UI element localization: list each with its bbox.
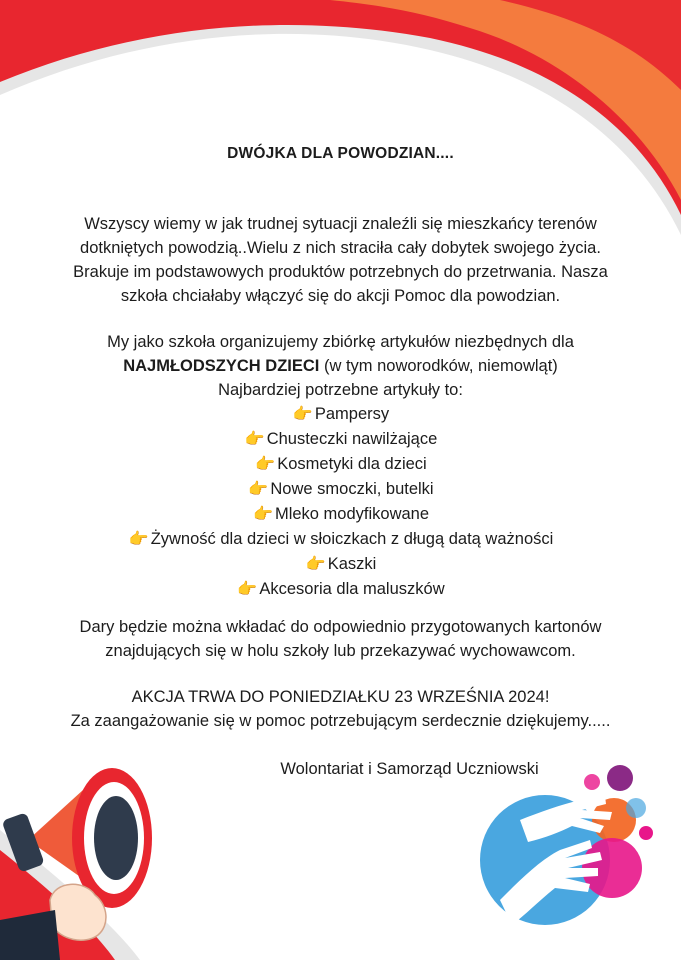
list-item: 👉 Mleko modyfikowane	[20, 502, 661, 527]
intro-paragraph	[20, 212, 661, 308]
list-item: 👉 Żywność dla dzieci w słoiczkach z długą datą ważności	[20, 527, 661, 552]
list-item: 👉 Kosmetyki dla dzieci	[20, 452, 661, 477]
donation-paragraph	[20, 615, 661, 663]
pointing-hand-icon: 👉	[244, 431, 265, 448]
pointing-hand-icon: 👉	[252, 506, 273, 523]
list-item: 👉 Kaszki	[20, 552, 661, 577]
list-item: 👉 Akcesoria dla maluszków	[20, 577, 661, 602]
megaphone-icon	[0, 768, 152, 960]
collection-rest: (w tym noworodków, niemowląt)	[319, 357, 558, 375]
collection-paragraph	[20, 330, 661, 602]
deadline-text: AKCJA TRWA DO PONIEDZIAŁKU 23 WRZEŚNIA 2024!	[131, 688, 550, 706]
deadline-paragraph	[20, 685, 661, 733]
collection-line: My jako szkoła organizujemy zbiórkę artykułów niezbędnych dla	[107, 333, 574, 351]
pointing-hand-icon: 👉	[305, 556, 326, 573]
collection-line-2	[20, 354, 661, 378]
donation-line: znajdujących się w holu szkoły lub przekazywać wychowawcom.	[105, 642, 576, 660]
list-item: 👉 Chusteczki nawilżające	[20, 427, 661, 452]
thanks-text: Za zaangażowanie się w pomoc potrzebującym serdecznie dziękujemy.....	[70, 712, 611, 730]
pointing-hand-icon: 👉	[255, 456, 276, 473]
signature: Wolontariat i Samorząd Uczniowski	[280, 760, 539, 778]
flyer-title: DWÓJKA DLA POWODZIAN....	[227, 145, 454, 162]
list-item: 👉 Nowe smoczki, butelki	[20, 477, 661, 502]
pointing-hand-icon: 👉	[292, 406, 313, 423]
intro-line: dotkniętych powodzią..Wielu z nich straciła cały dobytek swojego życia.	[80, 239, 601, 257]
items-intro: Najbardziej potrzebne artykuły to:	[218, 381, 463, 399]
list-item: 👉 Pampersy	[20, 402, 661, 427]
intro-line: szkoła chciałaby włączyć się do akcji Pomoc dla powodzian.	[120, 287, 561, 305]
intro-line: Brakuje im podstawowych produktów potrzebnych do przetrwania. Nasza	[73, 263, 608, 281]
intro-line: Wszyscy wiemy w jak trudnej sytuacji znaleźli się mieszkańcy terenów	[84, 215, 597, 233]
items-list	[20, 402, 661, 602]
top-swoosh	[0, 0, 681, 235]
pointing-hand-icon: 👉	[128, 531, 149, 548]
helping-hands-icon	[480, 765, 653, 925]
pointing-hand-icon: 👉	[237, 581, 258, 598]
donation-line: Dary będzie można wkładać do odpowiednio przygotowanych kartonów	[79, 618, 602, 636]
pointing-hand-icon: 👉	[248, 481, 269, 498]
highlight-text: NAJMŁODSZYCH DZIECI	[123, 357, 320, 375]
